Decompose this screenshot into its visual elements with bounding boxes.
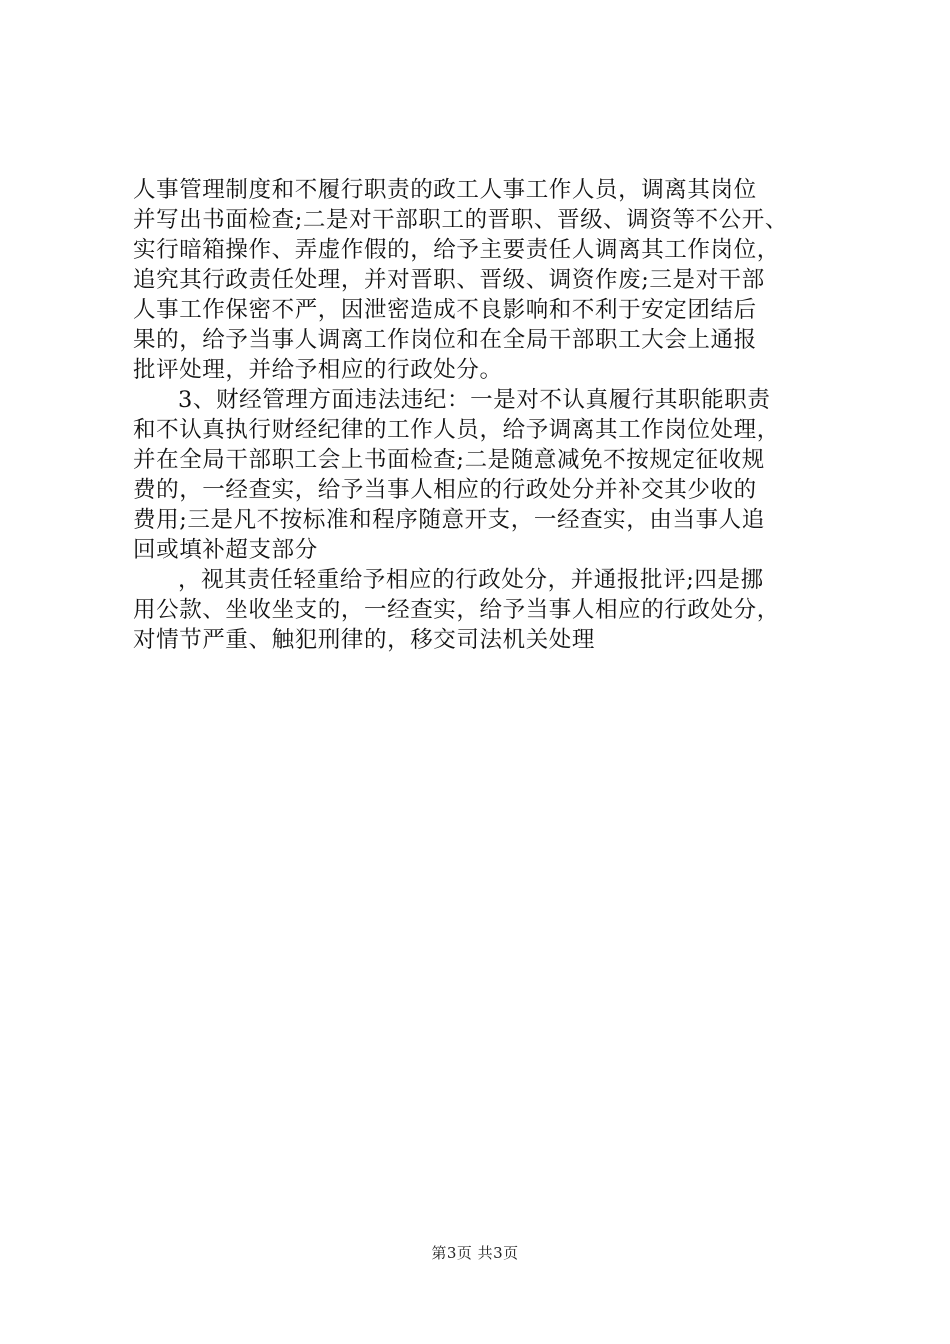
text-line: 用公款、坐收坐支的，一经查实，给予当事人相应的行政处分，: [133, 597, 780, 623]
text-line: 费用;三是凡不按标准和程序随意开支，一经查实，由当事人追: [133, 507, 765, 533]
text-line: 3、财经管理方面违法违纪：一是对不认真履行其职能职责: [178, 387, 771, 413]
text-line: 并写出书面检查;二是对干部职工的晋职、晋级、调资等不公开、: [133, 207, 788, 233]
text-line: 和不认真执行财经纪律的工作人员，给予调离其工作岗位处理，: [133, 417, 780, 443]
text-line: 实行暗箱操作、弄虚作假的，给予主要责任人调离其工作岗位，: [133, 237, 780, 263]
text-line: 并在全局干部职工会上书面检查;二是随意减免不按规定征收规: [133, 447, 765, 473]
text-line: 批评处理，并给予相应的行政处分。: [133, 357, 503, 383]
text-line: ，视其责任轻重给予相应的行政处分，并通报批评;四是挪: [178, 567, 764, 593]
document-body: [133, 175, 833, 655]
text-line: 人事管理制度和不履行职责的政工人事工作人员，调离其岗位: [133, 177, 757, 203]
text-line: 追究其行政责任处理，并对晋职、晋级、调资作废;三是对干部: [133, 267, 765, 293]
text-line: 回或填补超支部分: [133, 537, 318, 563]
page-number-footer: 第3页 共3页: [431, 1244, 519, 1262]
text-line: 费的，一经查实，给予当事人相应的行政处分并补交其少收的: [133, 477, 757, 503]
text-line: 果的，给予当事人调离工作岗位和在全局干部职工大会上通报: [133, 327, 757, 353]
text-line: 对情节严重、触犯刑律的，移交司法机关处理: [133, 627, 596, 653]
text-line: 人事工作保密不严，因泄密造成不良影响和不利于安定团结后: [133, 297, 757, 323]
